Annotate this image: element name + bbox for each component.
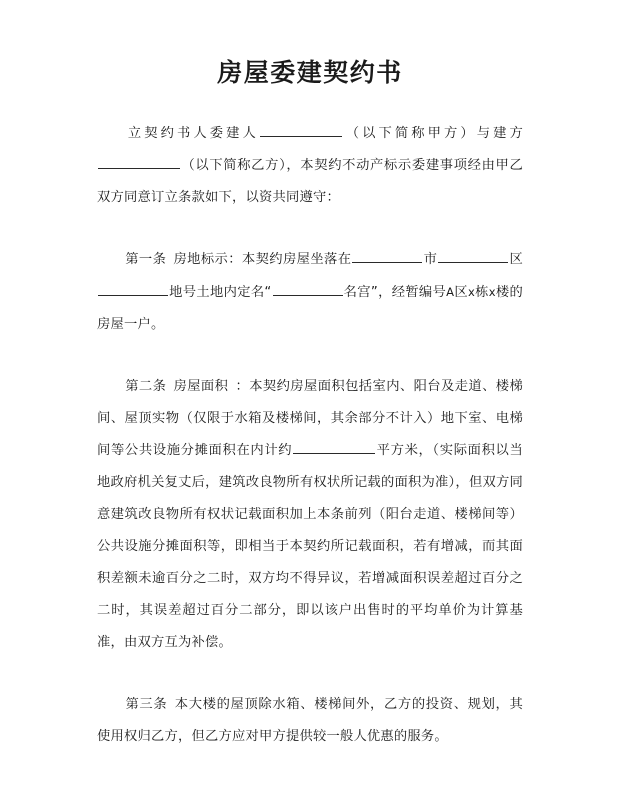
text-run: 第二条	[125, 379, 167, 394]
document-body	[97, 58, 523, 753]
title-spacer	[97, 88, 523, 118]
article-1-paragraph	[97, 244, 523, 341]
fill-in-blank[interactable]	[98, 281, 168, 296]
text-run: 房屋面积	[173, 379, 229, 394]
text-run: 区	[454, 285, 468, 300]
text-run: 本契约房屋坐落在	[241, 252, 352, 267]
page-title: 房屋委建契约书	[217, 58, 403, 87]
latin-text-run: A	[446, 285, 455, 299]
text-run: 市	[423, 252, 438, 267]
fill-in-blank[interactable]	[438, 248, 508, 263]
text-run: 第一条	[125, 252, 167, 267]
text-run: 房地标示：	[173, 252, 242, 267]
fill-in-blank[interactable]	[273, 281, 343, 296]
text-run: 栋	[475, 285, 489, 300]
text-run: （以下简称甲方）与建方	[342, 126, 523, 141]
text-run: 地号土地内定名“	[169, 285, 272, 300]
text-run: 本大楼的屋顶除水箱、楼梯间外，乙方的投资、规划，其使用权归乙方，但乙方应对甲方提供较一般人优惠的服务。	[97, 697, 523, 744]
article-2-paragraph	[97, 371, 523, 659]
article-3-paragraph	[97, 689, 523, 753]
paragraph-spacer-3	[97, 659, 523, 689]
text-run: 楼的房屋一户。	[97, 285, 524, 332]
text-run: 立契约书人委建人	[125, 126, 259, 141]
fill-in-blank[interactable]	[260, 122, 342, 137]
latin-text-run: x	[488, 285, 496, 299]
fill-in-blank[interactable]	[352, 248, 422, 263]
text-run: 名宫”，经暂编号	[343, 285, 447, 300]
text-run: ：本契约房屋面积包括室内、阳台及走道、楼梯间、屋顶实物（仅限于水箱及楼梯间，其余部分不计入）地下室、电梯间等公共设施分摊面积在内计约	[97, 379, 523, 458]
fill-in-blank[interactable]	[98, 154, 180, 169]
paragraph-spacer-1	[97, 214, 523, 244]
text-run: （以下简称乙方），本契约不动产标示委建事项经由甲乙双方同意订立条款如下，以资共同遵守：	[97, 158, 523, 205]
preamble-paragraph	[97, 118, 523, 214]
latin-text-run: x	[468, 285, 476, 299]
fill-in-blank[interactable]	[293, 439, 375, 454]
text-run: 第三条	[125, 697, 168, 712]
paragraph-spacer-2	[97, 341, 523, 371]
text-run: 平方米，（实际面积以当地政府机关复丈后，建筑改良物所有权状所记载的面积为准），但双方同意建筑改良物所有权状记载面积加上本条前列（阳台走道、楼梯间等）公共设施分摊面积等，即相当于本契约所记载面积，若有增减，而其面积差额未逾百分之二时，双方均不得异议，若增减面积误差超过百分之二时，其误差超过百分二部分，即以该户出售时的平均单价为计算基准，由双方互为补偿。	[97, 443, 523, 650]
text-run: 区	[509, 252, 524, 267]
